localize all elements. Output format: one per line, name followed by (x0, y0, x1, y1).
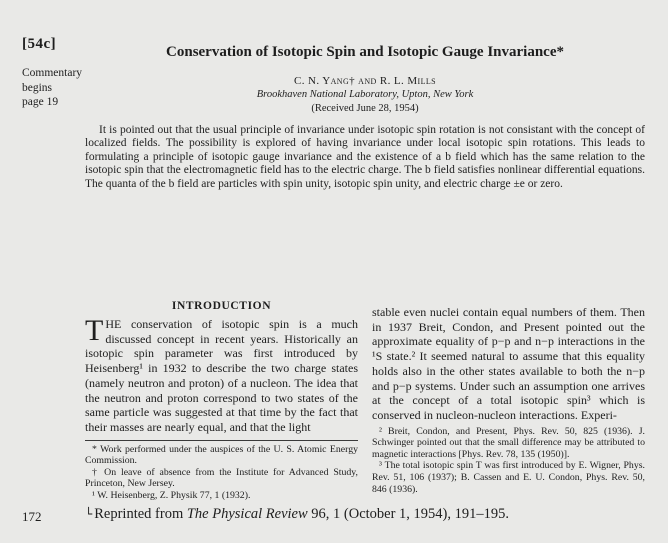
reprint-corner-mark-icon: └ (85, 507, 93, 521)
reprint-suffix: 96, 1 (October 1, 1954), 191–195. (307, 506, 510, 522)
margin-note-line: Commentary (22, 67, 83, 79)
margin-note (22, 66, 82, 110)
footnotes-left (85, 444, 358, 502)
received-date: (Received June 28, 1954) (311, 103, 419, 114)
journal-name: The Physical Review (186, 506, 308, 522)
dropcap-letter: T (85, 314, 104, 347)
left-column (85, 300, 358, 502)
footnote-star: * Work performed under the auspices of the U. S. Atomic Energy Commission. (85, 443, 358, 467)
footnotes-right (372, 426, 645, 496)
authors-line: C. N. Yang† and R. L. Mills (293, 75, 436, 87)
footnote-3: ³ The total isotopic spin T was first introduced by E. Wigner, Phys. Rev. 51, 106 (1937); B. Cassen and E. U. Condon, Phys. Rev. 50, 846 (1936). (372, 460, 645, 495)
right-column (372, 300, 645, 502)
entry-marker: [54c] (22, 36, 57, 52)
paper-header (85, 44, 645, 114)
margin-note-line: page 19 (22, 96, 59, 108)
paper-title: Conservation of Isotopic Spin and Isotopic Gauge Invariance* (166, 44, 564, 60)
intro-paragraph-left (85, 314, 358, 435)
affiliation: Brookhaven National Laboratory, Upton, New York (256, 89, 474, 100)
two-column-body (85, 300, 645, 502)
reprint-prefix: Reprinted from (94, 506, 187, 522)
section-heading-introduction: INTRODUCTION (171, 300, 272, 312)
page-number: 172 (22, 509, 42, 524)
intro-left-text: HE conservation of isotopic spin is a much discussed concept in recent years. Historically an isotopic spin parameter was first introduced by Heisenberg¹ in 1932 to describe the two charge states (namely neutron and proton) of a nucleon. The idea that the neutron and proton correspond to two states of the same particle was suggested at that time by the fact that their masses are nearly equal, and that the light (85, 317, 358, 434)
intro-paragraph-right: stable even nuclei contain equal numbers of them. Then in 1937 Breit, Condon, and Present pointed out the approximate equality of p−p and n−p interactions in the ¹S state.² It seemed natural to assume that this equality holds also in the other states available to both the n−p and p−p systems. Under such an assumption one arrives at the concept of a total isotopic spin³ which is conserved in nucleon-nucleon interactions. Experi- (372, 305, 645, 422)
footnote-1: ¹ W. Heisenberg, Z. Physik 77, 1 (1932). (92, 490, 251, 501)
footnote-rule (85, 440, 358, 441)
abstract: It is pointed out that the usual principle of invariance under isotopic spin rotation is not consistant with the concept of localized fields. The possibility is explored of having invariance under local isotopic spin rotations. This leads to formulating a principle of isotopic gauge invariance and the existence of a b field which has the same relation to the isotopic spin that the electromagnetic field has to the electric charge. The b field satisfies nonlinear differential equations. The quanta of the b field are particles with spin unity, isotopic spin unity, and electric charge ±e or zero. (85, 124, 645, 190)
margin-note-line: begins (22, 81, 53, 94)
footnote-2: ² Breit, Condon, and Present, Phys. Rev. 50, 825 (1936). J. Schwinger pointed out that the small difference may be attributed to magnetic interactions [Phys. Rev. 78, 135 (1950)]. (372, 425, 645, 460)
reprint-citation (85, 506, 509, 523)
footnote-dagger: † On leave of absence from the Institute for Advanced Study, Princeton, New Jersey. (85, 466, 358, 490)
